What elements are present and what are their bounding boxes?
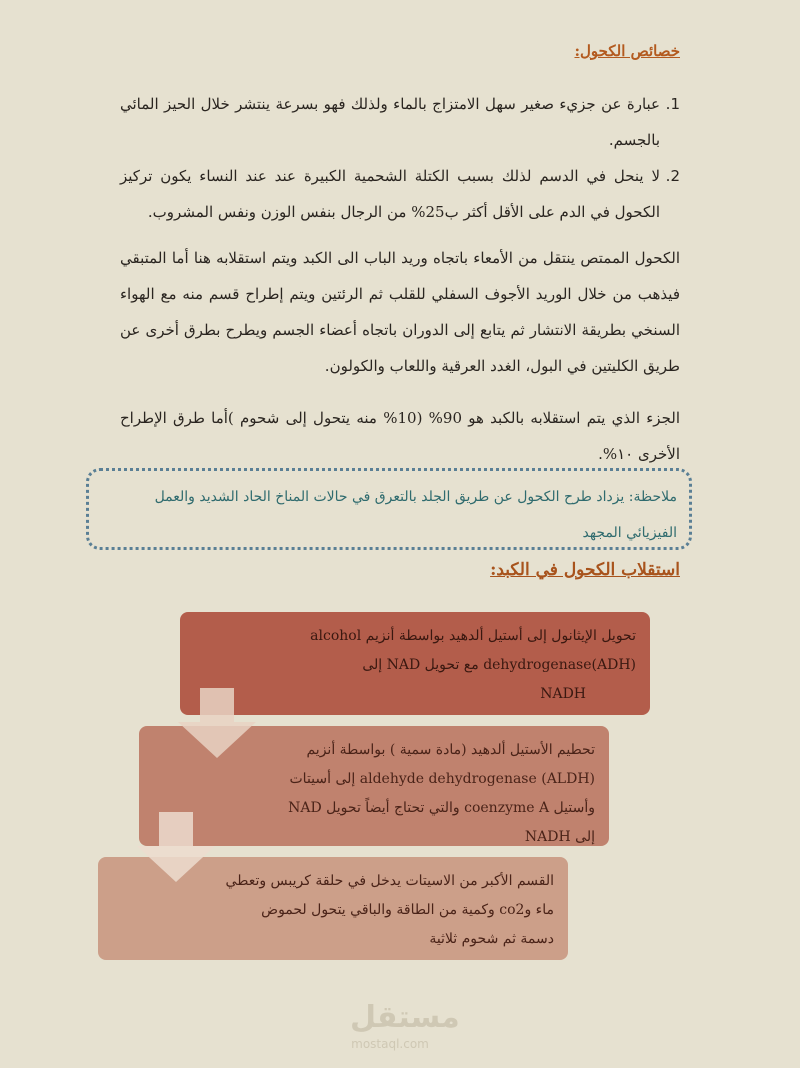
list-item (120, 158, 680, 230)
step-line: وأستيل coenzyme A والتي تحتاج أيضاً تحويل NAD (288, 800, 595, 816)
down-arrow-icon (178, 688, 258, 760)
section-title-alcohol-properties: خصائص الكحول: (574, 42, 680, 60)
step-line: القسم الأكبر من الاسيتات يدخل في حلقة كريبس وتعطي (225, 873, 554, 889)
step-line: aldehyde dehydrogenase (ALDH) إلى أسيتات (289, 771, 595, 787)
step-line: تحطيم الأستيل ألدهيد (مادة سمية ) بواسطة أنزيم (306, 742, 595, 758)
watermark-logo (350, 998, 460, 1051)
absorption-paragraph: الكحول الممتص ينتقل من الأمعاء باتجاه وريد الباب الى الكبد ويتم استقلابه هنا أما المتبقي فيذهب من خلال الوريد الأجوف السفلي للقلب ثم الرئتين ويتم إطراح قسم منه مع الهواء السنخي بطريقة الانتشار ثم يتابع إلى الدوران باتجاه أعضاء الجسم ويطرح بطرق أخرى عن طريق الكليتين في البول، الغدد العرقية واللعاب والكولون. (120, 249, 680, 375)
step-line: ماء وco2 وكمية من الطاقة والباقي يتحول لحموض (261, 902, 554, 918)
watermark-latin: mostaql.com (351, 1037, 429, 1051)
section-title-liver-metabolism: استقلاب الكحول في الكبد: (490, 560, 680, 580)
step-line: إلى NADH (524, 829, 595, 845)
metabolism-percentage-paragraph: الجزء الذي يتم استقلابه بالكبد هو 90% (10% منه يتحول إلى شحوم )أما طرق الإطراح الأخرى ١٠%. (120, 409, 680, 463)
properties-list (120, 86, 680, 230)
note-box: ملاحظة: يزداد طرح الكحول عن طريق الجلد بالتعرق في حالات المناخ الحاد الشديد والعمل الفيزيائي المجهد (86, 468, 692, 550)
list-number: 1. (665, 95, 680, 113)
step-line: NADH (540, 686, 586, 702)
step-line: دسمة ثم شحوم ثلاثية (429, 931, 554, 947)
watermark-arabic: مستقل (350, 1000, 460, 1035)
list-item (120, 86, 680, 158)
step-line: تحويل الإيثانول إلى أستيل ألدهيد بواسطة أنزيم alcohol (310, 628, 636, 644)
list-item-text: عبارة عن جزيء صغير سهل الامتزاج بالماء ولذلك فهو بسرعة ينتشر خلال الحيز المائي بالجسم. (120, 95, 660, 149)
list-item-text: لا ينحل في الدسم لذلك بسبب الكتلة الشحمية الكبيرة عند عند النساء يكون تركيز الكحول في الدم على الأقل أكثر ب25% من الرجال بنفس الوزن ونفس المشروب. (120, 167, 660, 221)
list-number: 2. (665, 167, 680, 185)
down-arrow-icon (137, 812, 217, 884)
step-line: dehydrogenase(ADH) مع تحويل NAD إلى (362, 657, 636, 673)
